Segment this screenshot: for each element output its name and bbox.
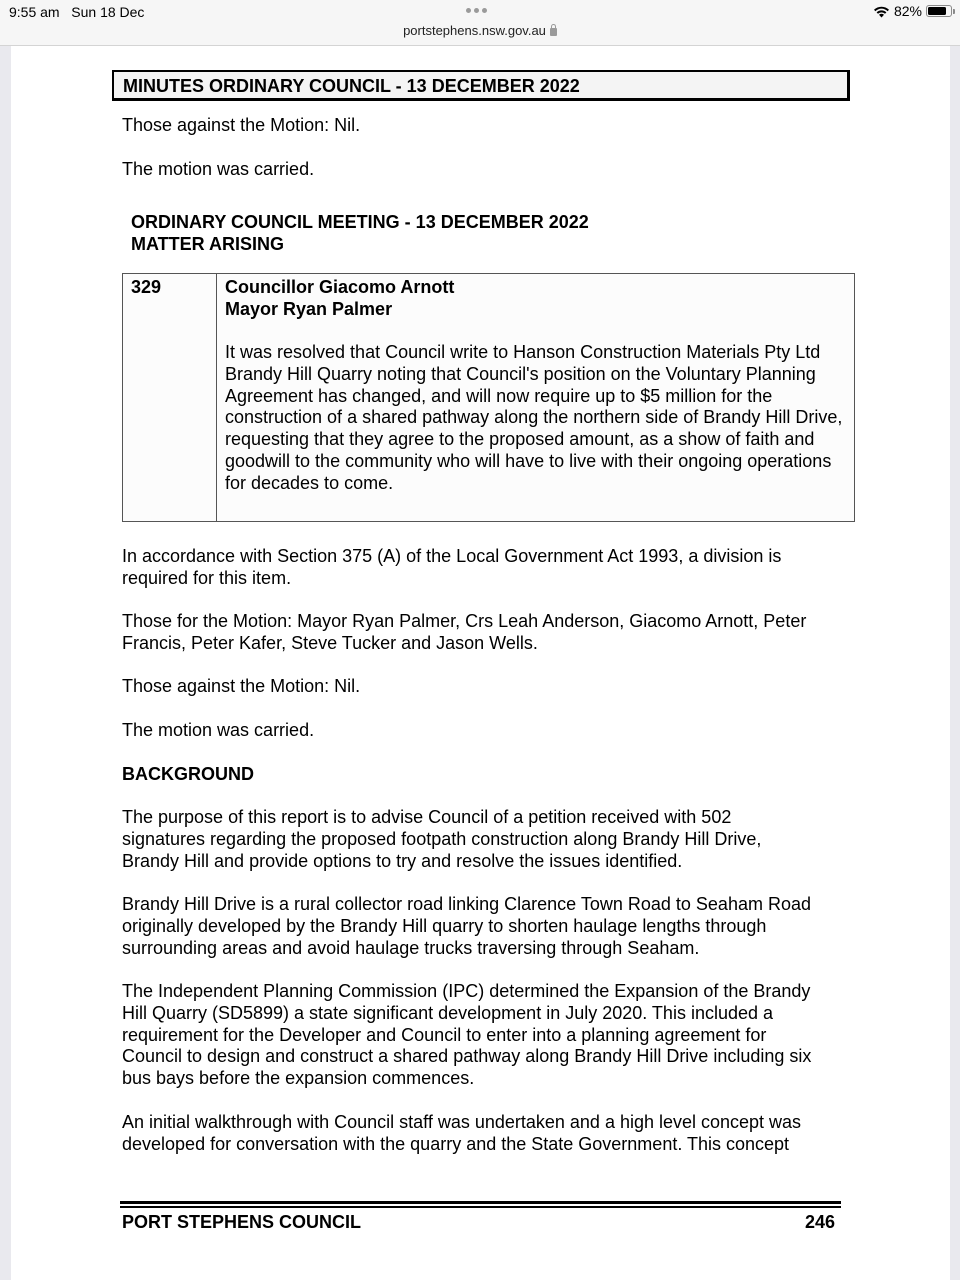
table-divider bbox=[216, 274, 217, 521]
background-paragraph-2: Brandy Hill Drive is a rural collector road linking Clarence Town Road to Seaham Road originally developed by the Brandy Hill quarry to shorten haulage lengths through surrounding areas and avoid haulage trucks traversing through Seaham. bbox=[122, 894, 811, 958]
resolution-text: It was resolved that Council write to Hanson Construction Materials Pty Ltd Brandy Hill Quarry noting that Council's position on the Voluntary Planning Agreement has changed, and will now require up to $5 million for the construction of a shared pathway along the northern side of Brandy Hill Drive, requesting that they agree to the proposed amount, as a show of faith and goodwill to the community who will have to live with their ongoing operations for decades to come. bbox=[225, 342, 843, 493]
minutes-header: MINUTES ORDINARY COUNCIL - 13 DECEMBER 2022 bbox=[123, 76, 580, 96]
resolution-table bbox=[122, 273, 855, 522]
for-motion: Those for the Motion: Mayor Ryan Palmer, Crs Leah Anderson, Giacomo Arnott, Peter Francis, Peter Kafer, Steve Tucker and Jason Wells. bbox=[122, 611, 807, 653]
against-motion-2: Those against the Motion: Nil. bbox=[122, 676, 361, 696]
background-paragraph-1: The purpose of this report is to advise Council of a petition received with 502 signatures regarding the proposed footpath construction along Brandy Hill Drive, Brandy Hill and provide options to try and resolve the issues identified. bbox=[122, 807, 762, 871]
battery-percent: 82% bbox=[893, 3, 922, 19]
multitasking-dots-icon[interactable] bbox=[466, 8, 487, 13]
background-paragraph-4: An initial walkthrough with Council staff was undertaken and a high level concept was developed for conversation with the quarry and the State Government. This concept bbox=[122, 1112, 802, 1154]
matter-arising-heading: MATTER ARISING bbox=[131, 234, 284, 254]
status-time-date bbox=[9, 4, 144, 20]
resolution-movers bbox=[225, 277, 454, 321]
address-bar[interactable] bbox=[0, 23, 960, 38]
status-indicators bbox=[873, 3, 952, 19]
footer-rule bbox=[120, 1206, 841, 1208]
page-number: 246 bbox=[805, 1212, 836, 1232]
footer-org: PORT STEPHENS COUNCIL bbox=[122, 1212, 362, 1232]
browser-top-bar bbox=[0, 0, 960, 46]
motion-carried-2: The motion was carried. bbox=[122, 720, 315, 740]
document-page bbox=[11, 46, 950, 1280]
meeting-title: ORDINARY COUNCIL MEETING - 13 DECEMBER 2022 bbox=[131, 212, 589, 232]
battery-icon bbox=[926, 5, 952, 17]
status-date: Sun 18 Dec bbox=[71, 4, 145, 20]
wifi-icon bbox=[873, 5, 890, 18]
lock-icon bbox=[550, 28, 557, 36]
footer-rule bbox=[120, 1201, 841, 1204]
background-paragraph-3: The Independent Planning Commission (IPC) determined the Expansion of the Brandy Hill Quarry (SD5899) a state significant development in July 2020. This included a requirement for the Developer and Council to enter into a planning agreement for Council to design and construct a shared pathway along Brandy Hill Drive including six bus bays before the expansion commences. bbox=[122, 981, 812, 1089]
background-heading: BACKGROUND bbox=[122, 764, 254, 784]
url-text[interactable]: portstephens.nsw.gov.au bbox=[403, 23, 546, 38]
resolution-number: 329 bbox=[131, 277, 162, 297]
motion-carried-1: The motion was carried. bbox=[122, 159, 315, 179]
mover-name: Councillor Giacomo Arnott bbox=[225, 277, 455, 297]
minutes-header-box bbox=[112, 70, 850, 101]
against-motion-1: Those against the Motion: Nil. bbox=[122, 115, 361, 135]
seconder-name: Mayor Ryan Palmer bbox=[225, 298, 393, 319]
status-time: 9:55 am bbox=[9, 4, 60, 20]
division-note: In accordance with Section 375 (A) of the Local Government Act 1993, a division is required for this item. bbox=[122, 546, 782, 588]
